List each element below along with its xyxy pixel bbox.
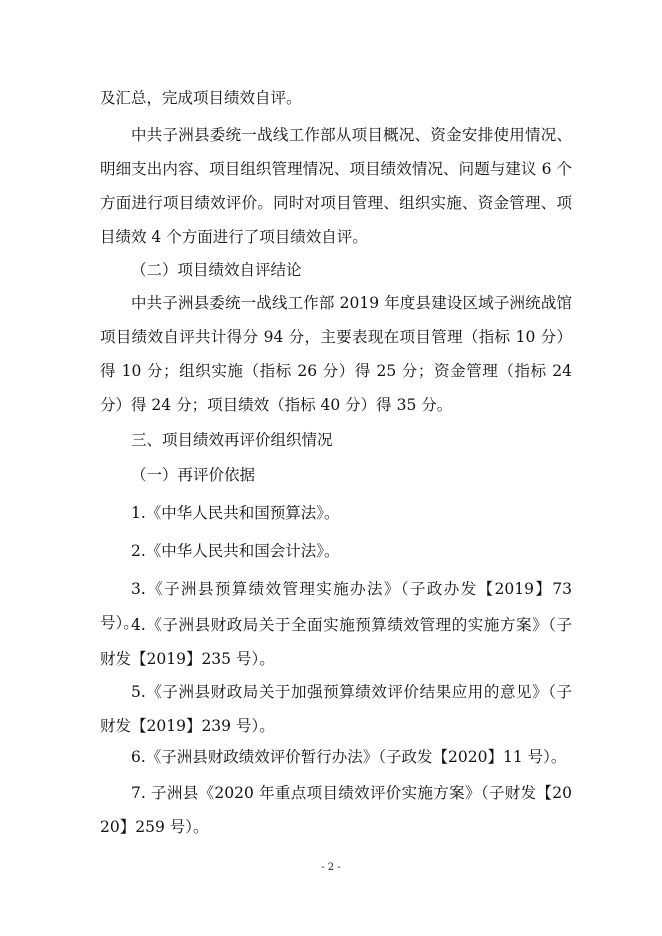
heading-re-evaluation-organization: 三、项目绩效再评价组织情况 xyxy=(131,431,333,449)
list-item-5: 5.《子洲县财政局关于加强预算绩效评价结果应用的意见》（子财发【2019】239 号）。 xyxy=(100,683,572,735)
page-number: - 2 - xyxy=(321,862,341,873)
heading-re-evaluation-basis: （一）再评价依据 xyxy=(131,466,256,484)
paragraph-evaluation-scope: 中共子洲县委统一战线工作部从项目概况、资金安排使用情况、明细支出内容、项目组织管理情况、项目绩效情况、问题与建议 6 个方面进行项目绩效评价。同时对项目管理、组织实施、资金管理、项目绩效 4 个方面进行了项目绩效自评。 xyxy=(100,126,572,246)
list-item-7: 7. 子洲县《2020 年重点项目绩效评价实施方案》（子财发【2020】259 号）。 xyxy=(100,784,572,836)
paragraph-self-evaluation-score: 中共子洲县委统一战线工作部 2019 年度县建设区域子洲统战馆项目绩效自评共计得分 94 分，主要表现在项目管理（指标 10 分）得 10 分；组织实施（指标 26 分）得 25 分；资金管理（指标 24 分）得 24 分；项目绩效（指标 40 分）得 35 分。 xyxy=(100,294,572,414)
list-item-6: 6.《子洲县财政绩效评价暂行办法》（子政发【2020】11 号）。 xyxy=(131,748,567,766)
paragraph-continuation: 及汇总，完成项目绩效自评。 xyxy=(100,89,302,107)
heading-self-evaluation-conclusion: （二）项目绩效自评结论 xyxy=(131,261,302,279)
list-item-4: 4.《子洲县财政局关于全面实施预算绩效管理的实施方案》（子财发【2019】235 号）。 xyxy=(100,616,572,668)
list-item-3: 3.《子洲县预算绩效管理实施办法》（子政办发【2019】73 号）。 xyxy=(100,580,572,632)
list-item-2: 2.《中华人民共和国会计法》。 xyxy=(131,542,340,560)
list-item-1: 1.《中华人民共和国预算法》。 xyxy=(131,504,340,522)
